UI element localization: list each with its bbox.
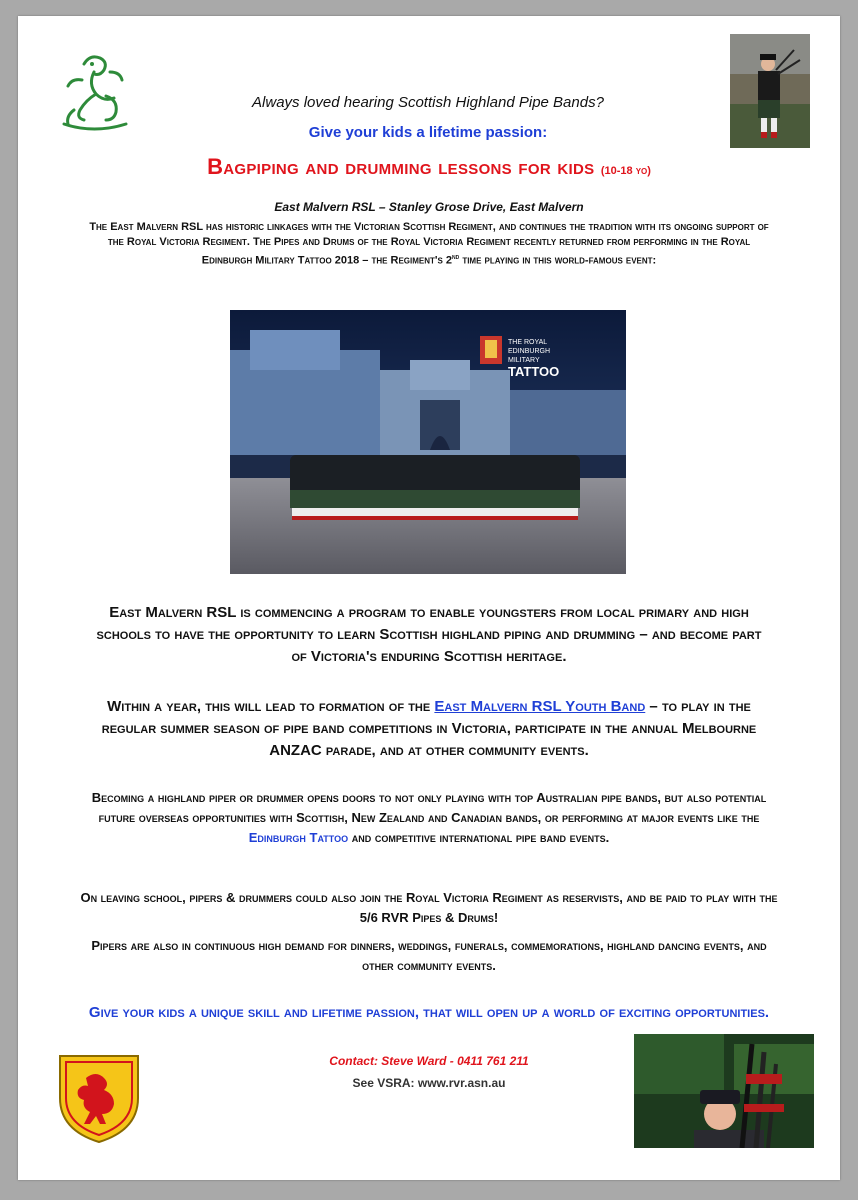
paragraph-youth-band — [88, 696, 770, 762]
headline-ages: (10-18 yo) — [600, 165, 651, 177]
contact-line: Contact: Steve Ward - 0411 761 211 — [329, 1054, 529, 1068]
lion-logo-icon — [54, 50, 136, 136]
intro-superscript: nd — [452, 254, 460, 261]
youth-band-text: Within a year, this will lead to formation of the — [107, 698, 435, 715]
website-line: See VSRA: www.rvr.asn.au — [352, 1076, 506, 1090]
tattoo-logo-line3: MILITARY — [508, 357, 540, 364]
paragraph-program: East Malvern RSL is commencing a program to enable youngsters from local primary and high schools to have the opportunity to learn Scottish highland piping and drumming – and become part of Victoria's enduring Scottish heritage. — [96, 604, 762, 665]
piper-closeup-photo — [634, 1034, 814, 1148]
headline-text: Bagpiping and drumming lessons for kids — [207, 154, 595, 179]
intro-paragraph — [88, 220, 770, 269]
piper-photo — [730, 34, 810, 148]
paragraph-reservists: On leaving school, pipers & drummers could also join the Royal Victoria Regiment as reservists, and be paid to play with the 5/6 RVR Pipes & Drums! — [80, 890, 778, 925]
opportunities-text: Becoming a highland piper or drummer opens doors to not only playing with top Australian pipe bands, but also potential future overseas opportunities with Scottish, New Zealand and Canadian bands, or performing at major events like the — [91, 790, 767, 825]
opportunities-text-end: and competitive international pipe band events. — [348, 830, 610, 845]
tattoo-logo-line2: EDINBURGH — [508, 348, 551, 355]
edinburgh-tattoo-photo — [230, 310, 626, 574]
closing-statement: Give your kids a unique skill and lifetime passion, that will open up a world of exciting opportunities. — [88, 1004, 770, 1021]
paragraph-demand: Pipers are also in continuous high demand for dinners, weddings, funerals, commemorations, highland dancing events, and other community events. — [91, 938, 767, 973]
intro-text: The East Malvern RSL has historic linkages with the Victorian Scottish Regiment, and continues the tradition with its ongoing support of the Royal Victoria Regiment. The Pipes and Drums of the Royal Victoria Regiment recently returned from performing in the Royal Edinburgh Military Tattoo 2018 – the Regiment's 2 — [89, 221, 769, 267]
youth-band-link[interactable]: East Malvern RSL Youth Band — [434, 698, 646, 715]
edinburgh-tattoo-mention: Edinburgh Tattoo — [248, 830, 349, 845]
tattoo-logo-line4: TATTOO — [508, 364, 560, 379]
tattoo-logo-line1: THE ROYAL — [508, 339, 548, 346]
subtagline: Give your kids a lifetime passion: — [308, 124, 548, 141]
paragraph-opportunities — [78, 788, 780, 848]
intro-text-end: time playing in this world-famous event: — [459, 254, 657, 267]
tagline: Always loved hearing Scottish Highland Pipe Bands? — [252, 94, 604, 111]
flyer-page — [18, 16, 840, 1180]
headline — [58, 154, 800, 180]
venue-line: East Malvern RSL – Stanley Grose Drive, East Malvern — [274, 200, 584, 214]
youth-band-text-end: – to play in the regular summer season of pipe band competitions in Victoria, participate in the annual Melbourne ANZAC parade, and at other community events. — [101, 698, 757, 759]
lion-shield-icon — [56, 1052, 142, 1144]
